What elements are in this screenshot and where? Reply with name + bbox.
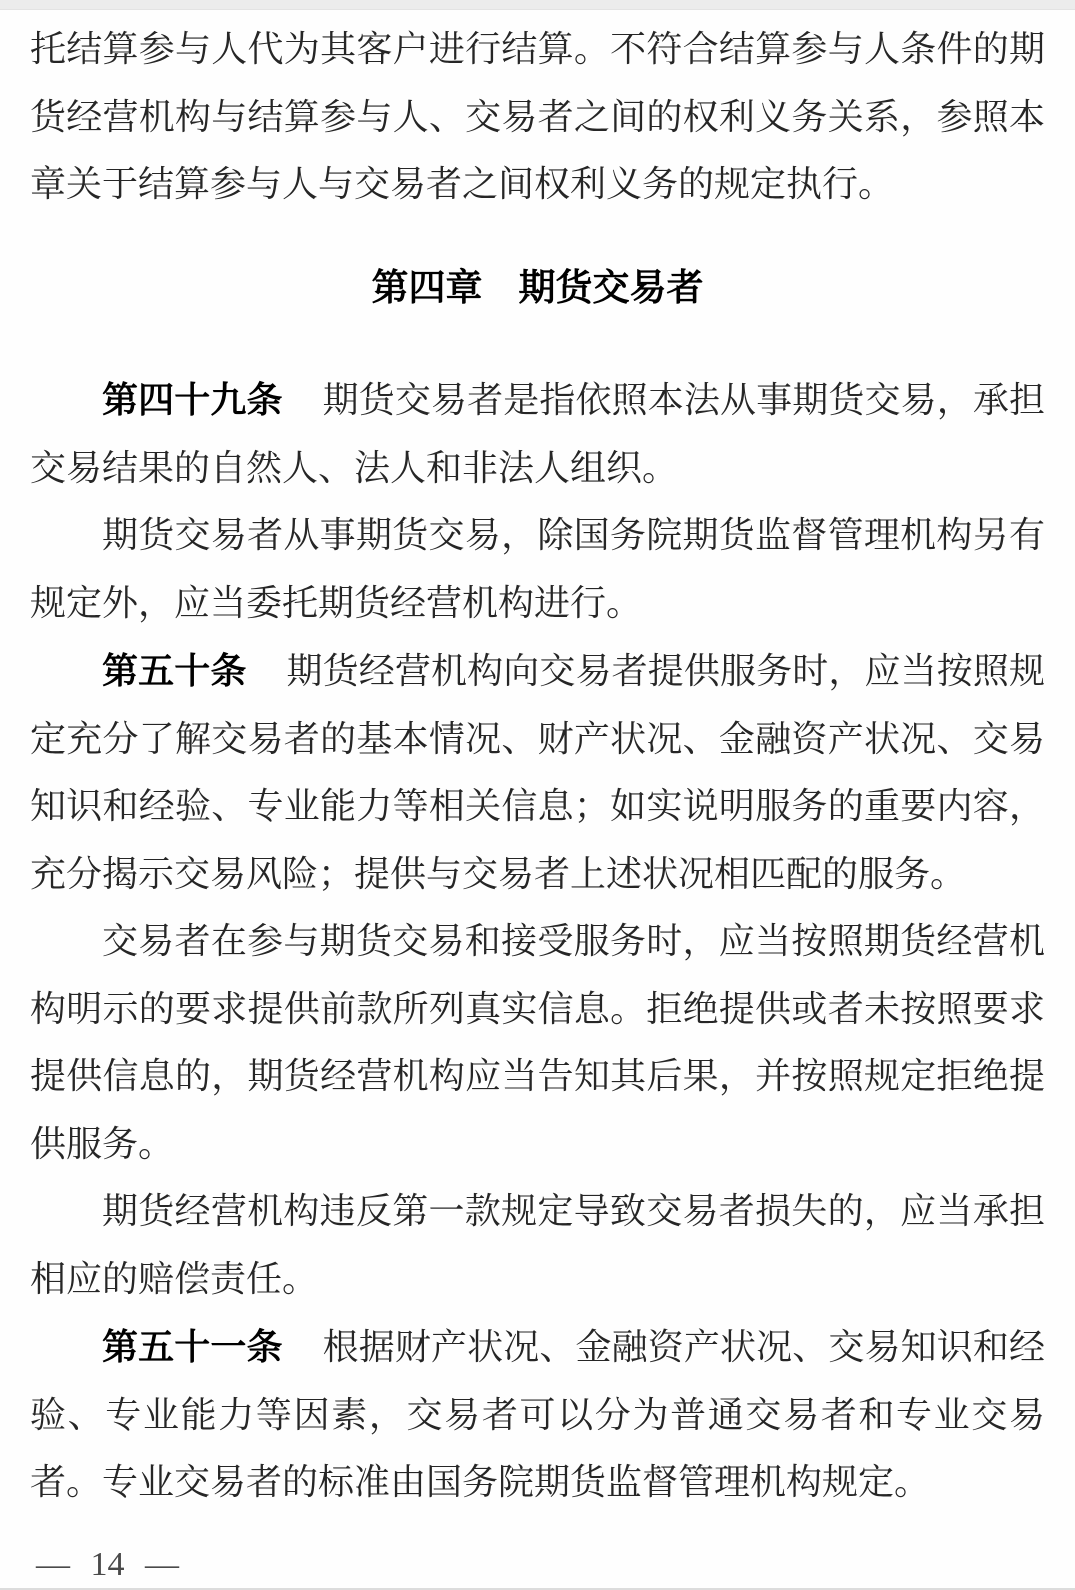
text-line: 提供信息的，期货经营机构应当告知其后果，并按照规定拒绝提 bbox=[30, 1056, 1045, 1096]
text-line: 期货经营机构违反第一款规定导致交易者损失的，应当承担 bbox=[102, 1191, 1045, 1231]
paragraph bbox=[30, 502, 1045, 637]
chapter-number: 第四章 bbox=[371, 266, 483, 308]
text-line: 交易者在参与期货交易和接受服务时，应当按照期货经营机 bbox=[102, 921, 1045, 961]
text-line: 相应的赔偿责任。 bbox=[30, 1258, 319, 1299]
text-line: 定充分了解交易者的基本情况、财产状况、金融资产状况、交易 bbox=[30, 718, 1045, 759]
article-text: 期货经营机构向交易者提供服务时，应当按照规 bbox=[286, 651, 1045, 691]
text-line: 期货交易者从事期货交易，除国务院期货监督管理机构另有 bbox=[102, 515, 1045, 555]
article-text: 期货交易者是指依照本法从事期货交易，承担 bbox=[322, 380, 1045, 420]
text-line: 构明示的要求提供前款所列真实信息。拒绝提供或者未按照要求 bbox=[30, 988, 1045, 1029]
text-line: 验、专业能力等因素，交易者可以分为普通交易者和专业交易 bbox=[30, 1394, 1045, 1435]
paragraph bbox=[30, 1178, 1045, 1313]
text-line: 规定外，应当委托期货经营机构进行。 bbox=[30, 582, 643, 623]
text-line: 充分揭示交易风险；提供与交易者上述状况相匹配的服务。 bbox=[30, 853, 967, 894]
page-number: — 14 — bbox=[36, 1546, 179, 1583]
paragraph bbox=[30, 366, 1045, 502]
text-line: 货经营机构与结算参与人、交易者之间的权利义务关系，参照本 bbox=[30, 96, 1045, 137]
text-line: 章关于结算参与人与交易者之间权利义务的规定执行。 bbox=[30, 164, 895, 204]
article-number: 第五十一条 bbox=[102, 1326, 283, 1367]
article-text: 根据财产状况、金融资产状况、交易知识和经 bbox=[322, 1327, 1045, 1367]
article-number: 第四十九条 bbox=[102, 379, 283, 420]
paragraph bbox=[30, 637, 1045, 908]
article-number: 第五十条 bbox=[102, 650, 247, 691]
text-line bbox=[30, 1313, 1045, 1382]
text-line bbox=[30, 366, 1045, 435]
paragraph bbox=[30, 908, 1045, 1178]
paragraph bbox=[30, 16, 1045, 219]
text-line: 托结算参与人代为其客户进行结算。不符合结算参与人条件的期 bbox=[30, 29, 1045, 69]
text-line: 供服务。 bbox=[30, 1123, 175, 1164]
chapter-heading bbox=[30, 254, 1045, 322]
chapter-title: 期货交易者 bbox=[518, 266, 704, 308]
paragraph bbox=[30, 1313, 1045, 1517]
text-line: 知识和经验、专业能力等相关信息；如实说明服务的重要内容， bbox=[30, 786, 1045, 826]
text-line: 交易结果的自然人、法人和非法人组织。 bbox=[30, 447, 679, 488]
text-line bbox=[30, 637, 1045, 706]
text-line: 者。专业交易者的标准由国务院期货监督管理机构规定。 bbox=[30, 1462, 931, 1502]
